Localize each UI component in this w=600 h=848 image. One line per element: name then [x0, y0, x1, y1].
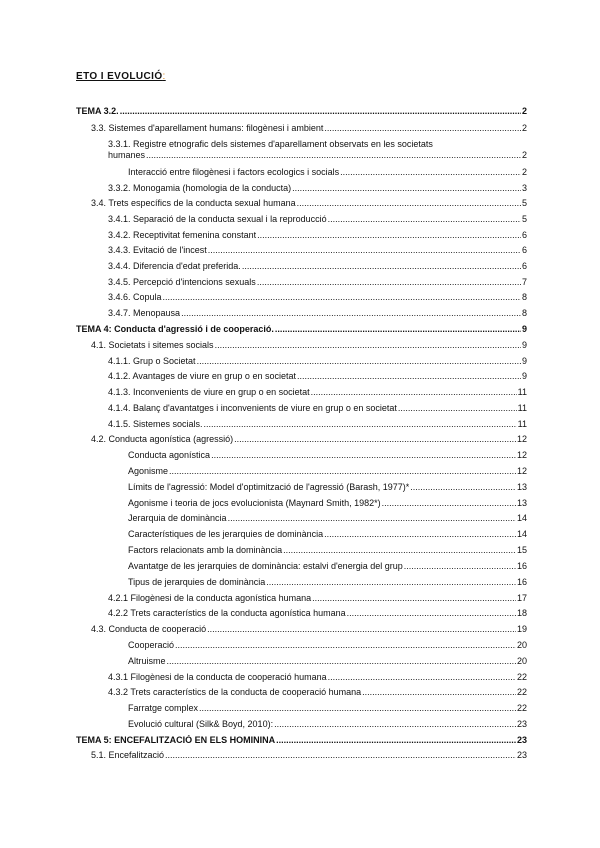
toc-entry-4-1[interactable] [91, 340, 527, 351]
toc-label: 3.3. Sistemes d'aparellament humans: filogènesi i ambient [91, 123, 324, 133]
toc-entry-limits-agressio[interactable] [128, 482, 527, 493]
toc-label: 3.3.2. Monogamia (homologia de la conducta) [108, 183, 292, 193]
toc-entry-tema-4[interactable] [76, 324, 527, 335]
toc-entry-4-1-3[interactable] [108, 387, 527, 398]
toc-page-number: 16 [516, 577, 527, 587]
toc-label: TEMA 4: Conducta d'agressió i de cooperació. [76, 324, 274, 334]
toc-label: 4.3. Conducta de cooperació [91, 624, 207, 634]
toc-label: 4.1.3. Inconvenients de viure en grup o en societat [108, 387, 310, 397]
toc-page-number: 2 [521, 150, 527, 160]
toc-page-number: 19 [516, 624, 527, 634]
toc-entry-evolucio-cultural[interactable] [128, 719, 527, 730]
toc-label: 3.4.1. Separació de la conducta sexual i la reproducció [108, 214, 327, 224]
toc-label: 3.4. Trets específics de la conducta sexual humana [91, 198, 296, 208]
toc-label: Característiques de les jerarquies de dominància [128, 529, 324, 539]
toc-entry-4-1-4[interactable] [108, 403, 527, 414]
toc-entry-teoria-jocs[interactable] [128, 498, 527, 509]
toc-entry-jerarquia-dominancia[interactable] [128, 513, 527, 524]
toc-label: Tipus de jerarquies de dominància [128, 577, 266, 587]
document-title-colon: : [162, 71, 166, 82]
toc-page-number: 22 [516, 687, 527, 697]
toc-label: Avantatge de les jerarquies de dominància: estalvi d'energia del grup [128, 561, 403, 571]
toc-page-number: 22 [516, 672, 527, 682]
toc-label: Factors relacionats amb la dominància [128, 545, 283, 555]
document-title-text: ETO I EVOLUCIÓ [76, 71, 163, 82]
toc-entry-4-3-1[interactable] [108, 672, 527, 683]
toc-label: 4.1. Societats i sitemes socials [91, 340, 214, 350]
toc-entry-3-4-3[interactable] [108, 245, 527, 256]
toc-page-number: 12 [516, 450, 527, 460]
toc-label: Límits de l'agressió: Model d'optimització de l'agressió (Barash, 1977)* [128, 482, 410, 492]
toc-entry-conducta-agonistica[interactable] [128, 450, 527, 461]
toc-page-number: 12 [516, 434, 527, 444]
toc-page-number: 11 [517, 403, 527, 413]
toc-page-number: 2 [521, 167, 527, 177]
toc-entry-4-2[interactable] [91, 434, 527, 445]
toc-page-number: 14 [516, 513, 527, 523]
toc-entry-3-3-2[interactable] [108, 183, 527, 194]
toc-label: TEMA 5: ENCEFALITZACIÓ EN ELS HOMININA [76, 735, 276, 745]
toc-page-number: 15 [516, 545, 527, 555]
toc-entry-3-4[interactable] [91, 198, 527, 209]
toc-page-number: 6 [521, 261, 527, 271]
toc-label: 3.4.5. Percepció d'intencions sexuals [108, 277, 256, 287]
toc-page-number: 23 [516, 719, 527, 729]
toc-entry-interaccio[interactable] [128, 167, 527, 178]
toc-page-number: 8 [521, 308, 527, 318]
toc-page-number: 23 [516, 750, 527, 760]
toc-page-number: 22 [516, 703, 527, 713]
toc-label: 4.3.2 Trets característics de la conducta de cooperació humana [108, 687, 362, 697]
toc-entry-3-4-4[interactable] [108, 261, 527, 272]
toc-entry-3-3[interactable] [91, 123, 527, 134]
toc-label: Altruisme [128, 656, 166, 666]
toc-page-number: 3 [521, 183, 527, 193]
toc-page-number: 23 [516, 735, 527, 745]
toc-entry-3-4-7[interactable] [108, 308, 527, 319]
toc-entry-4-1-2[interactable] [108, 371, 527, 382]
toc-page-number: 2 [521, 123, 527, 133]
toc-label: 4.1.5. Sistemes socials. [108, 419, 203, 429]
toc-label: 4.1.2. Avantages de viure en grup o en societat [108, 371, 296, 381]
toc-page-number: 2 [521, 106, 527, 116]
toc-entry-farratge-complex[interactable] [128, 703, 527, 714]
toc-label: Interacció entre filogènesi i factors ecologics i socials [128, 167, 340, 177]
toc-entry-4-3-2[interactable] [108, 687, 527, 698]
toc-label: 4.2. Conducta agonística (agressió) [91, 434, 234, 444]
toc-label: Jerarquia de dominància [128, 513, 227, 523]
toc-entry-3-4-2[interactable] [108, 230, 527, 241]
toc-label: Cooperació [128, 640, 175, 650]
toc-label: Conducta agonística [128, 450, 211, 460]
toc-page-number: 9 [521, 356, 527, 366]
toc-label: 4.1.1. Grup o Societat [108, 356, 196, 366]
toc-entry-5-1[interactable] [91, 750, 527, 761]
toc-entry-3-4-5[interactable] [108, 277, 527, 288]
toc-page-number: 9 [521, 340, 527, 350]
toc-entry-altruisme[interactable] [128, 656, 527, 667]
toc-page-number: 13 [516, 482, 527, 492]
toc-entry-3-4-6[interactable] [108, 292, 527, 303]
toc-page-number: 14 [516, 529, 527, 539]
toc-label: 3.4.7. Menopausa [108, 308, 181, 318]
toc-entry-4-1-1[interactable] [108, 356, 527, 367]
toc-entry-tema-3-2[interactable] [76, 106, 527, 117]
toc-entry-avantatge-jerarquies[interactable] [128, 561, 527, 572]
toc-entry-cooperacio[interactable] [128, 640, 527, 651]
toc-entry-4-2-1[interactable] [108, 593, 527, 604]
toc-label: 3.4.4. Diferencia d'edat preferida. [108, 261, 241, 271]
toc-label: 4.3.1 Filogènesi de la conducta de cooperació humana [108, 672, 327, 682]
toc-label: Farratge complex [128, 703, 199, 713]
toc-entry-4-1-5[interactable] [108, 419, 527, 430]
toc-entry-tema-5[interactable] [76, 735, 527, 746]
toc-label: Evolució cultural (Silk& Boyd, 2010): [128, 719, 274, 729]
toc-page-number: 6 [521, 245, 527, 255]
toc-page-number: 13 [516, 498, 527, 508]
toc-page-number: 12 [516, 466, 527, 476]
toc-entry-caracteristiques-jerarquies[interactable] [128, 529, 527, 540]
toc-entry-4-2-2[interactable] [108, 608, 527, 619]
toc-label: 3.4.2. Receptivitat femenina constant [108, 230, 257, 240]
toc-page-number: 6 [521, 230, 527, 240]
toc-label: 4.2.1 Filogènesi de la conducta agonística humana [108, 593, 312, 603]
toc-page-number: 17 [516, 593, 527, 603]
toc-page-number: 5 [521, 214, 527, 224]
toc-label: 4.2.2 Trets característics de la conducta agonística humana [108, 608, 346, 618]
toc-page-number: 20 [516, 640, 527, 650]
toc-entry-tipus-jerarquies[interactable] [128, 577, 527, 588]
toc-label-continued: humanes [108, 150, 146, 160]
toc-page-number: 11 [517, 419, 527, 429]
toc-page-number: 7 [521, 277, 527, 287]
toc-label: TEMA 3.2. [76, 106, 119, 116]
toc-label: 5.1. Encefalització [91, 750, 165, 760]
toc-page-number: 8 [521, 292, 527, 302]
toc-label: Agonisme [128, 466, 169, 476]
toc-page-number: 5 [521, 198, 527, 208]
toc-entry-agonisme[interactable] [128, 466, 527, 477]
toc-page-number: 20 [516, 656, 527, 666]
toc-page-number: 16 [516, 561, 527, 571]
toc-page-number: 9 [521, 324, 527, 334]
toc-label: 3.3.1. Registre etnografic dels sistemes d'aparellament observats en les societats [108, 139, 433, 149]
toc-label: 3.4.6. Copula [108, 292, 162, 302]
document-title [76, 71, 166, 82]
toc-entry-3-4-1[interactable] [108, 214, 527, 225]
toc-label: Agonisme i teoria de jocs evolucionista (Maynard Smith, 1982*) [128, 498, 381, 508]
toc-entry-3-3-1[interactable] [108, 139, 527, 161]
toc-entry-4-3[interactable] [91, 624, 527, 635]
toc-label: 3.4.3. Evitació de l'incest [108, 245, 207, 255]
toc-page-number: 11 [517, 387, 527, 397]
toc-label: 4.1.4. Balanç d'avantatges i inconvenients de viure en grup o en societat [108, 403, 397, 413]
toc-page-number: 9 [521, 371, 527, 381]
toc-page-number: 18 [516, 608, 527, 618]
toc-entry-factors-dominancia[interactable] [128, 545, 527, 556]
